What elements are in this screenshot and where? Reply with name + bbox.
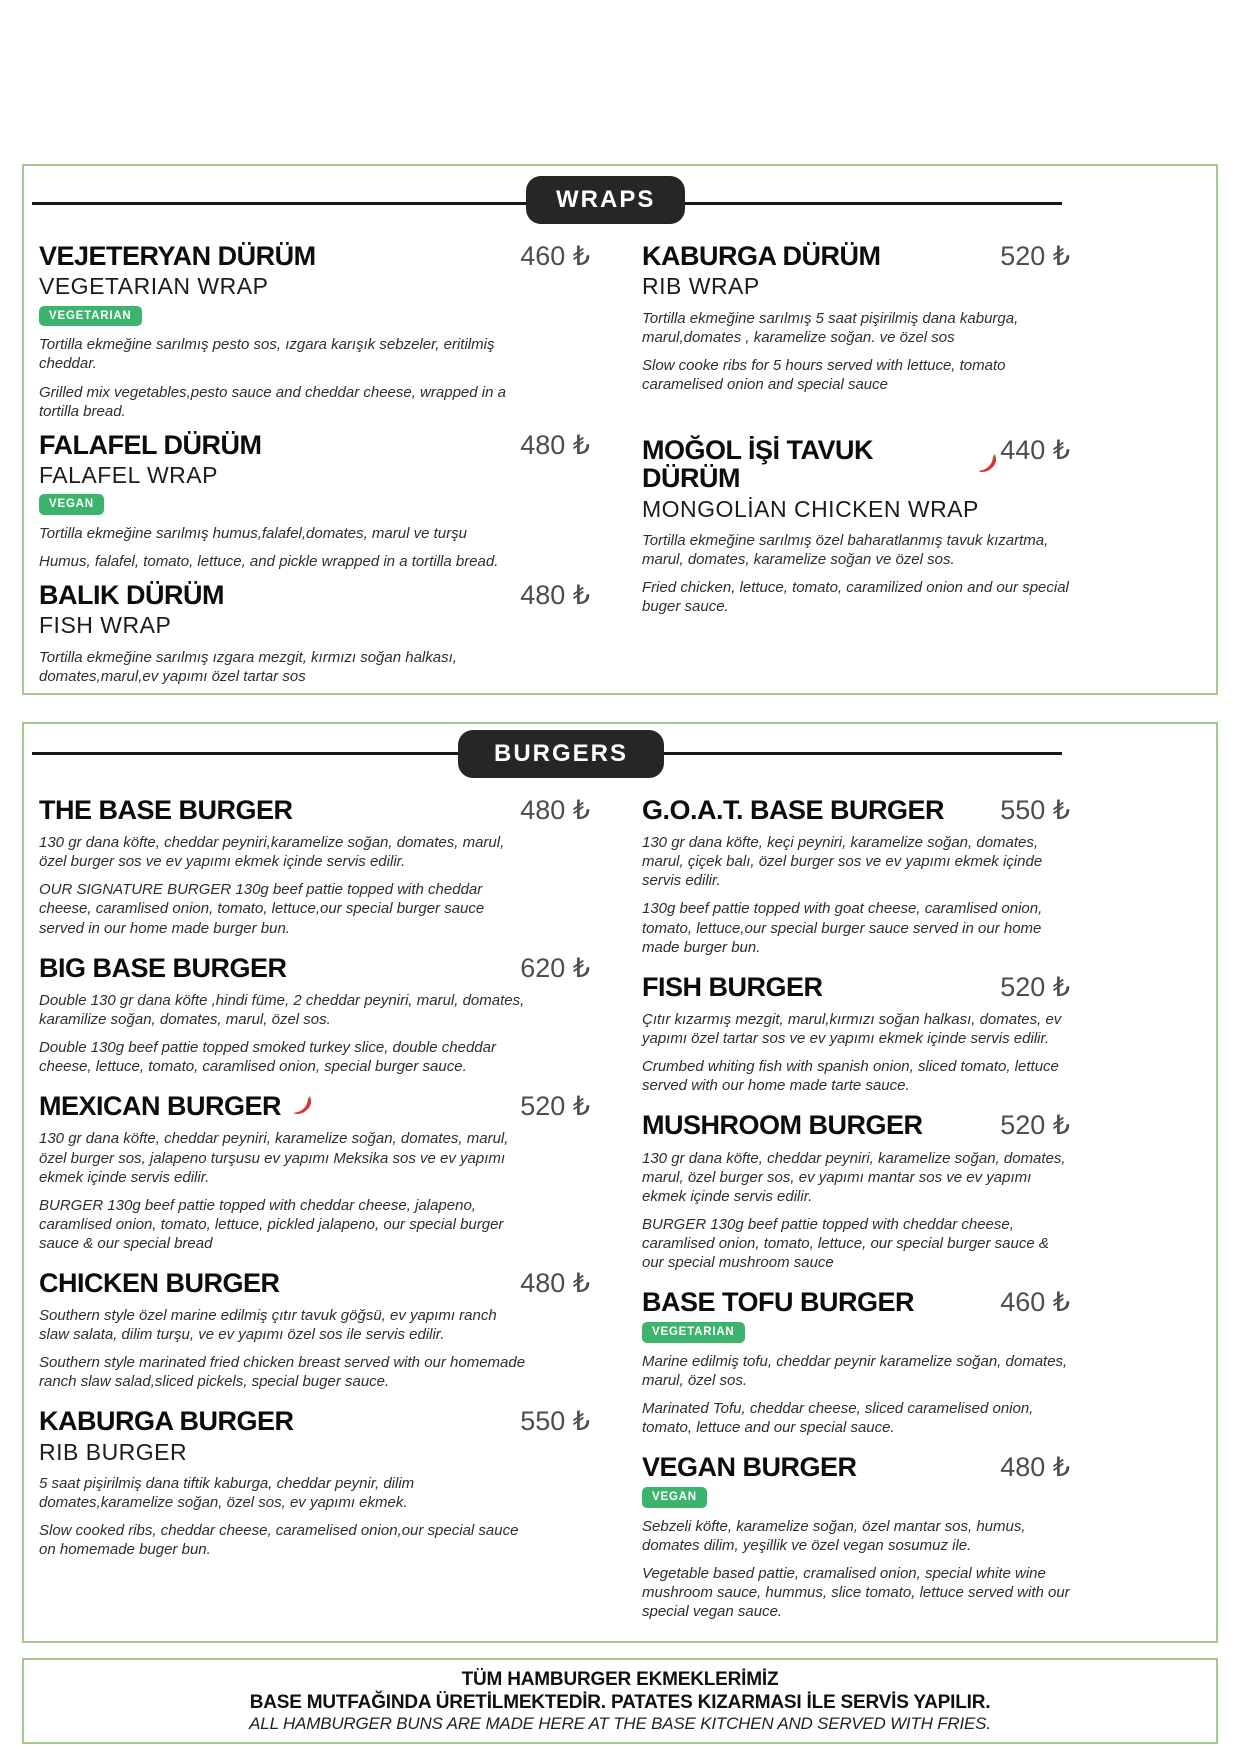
item-price: 620 ₺ — [520, 952, 590, 983]
item-desc-english: Slow cooked ribs, cheddar cheese, caramelised onion,our special sauce on homemade buger bun. — [39, 1522, 519, 1559]
item-price: 480 ₺ — [520, 795, 590, 825]
section-title: BURGERS — [494, 740, 629, 767]
section-title: WRAPS — [556, 186, 656, 213]
item-desc-turkish: Çıtır kızarmış mezgit, marul,kırmızı soğan halkası, domates, ev yapımı özel tartar sos ve ev yapımı ekmek içinde servis edilir. — [642, 1010, 1062, 1048]
wraps-columns — [24, 242, 1216, 695]
menu-item-vegan-burger — [642, 1453, 1070, 1621]
item-name: FALAFEL DÜRÜM — [39, 429, 262, 460]
menu-item-vejeteryan-durum — [39, 242, 590, 421]
item-desc-english: Southern style marinated fried chicken breast served with our homemade ranch slaw salad,sliced pickels, special buger sauce. — [39, 1354, 526, 1391]
section-pill-wraps — [526, 176, 685, 224]
item-desc-turkish: 130 gr dana köfte, cheddar peyniri,karamelize soğan, domates, marul, özel burger sos ve ev yapımı ekmek içinde servis edilir. — [39, 834, 505, 871]
item-subtitle: VEGETARIAN WRAP — [39, 273, 269, 300]
vegan-badge: VEGAN — [642, 1487, 707, 1508]
chili-pepper-icon — [976, 452, 1000, 476]
wraps-section-header — [24, 166, 1216, 242]
wraps-right-column — [642, 242, 1070, 695]
item-name: CHICKEN BURGER — [39, 1267, 280, 1298]
item-desc-turkish: 130 gr dana köfte, cheddar peyniri, karamelize soğan, domates, marul, özel burger sos, jalapeno turşusu ev yapımı Meksika sos ve ev yapımı ekmek içinde servis edilir. — [39, 1130, 509, 1186]
item-name: BASE TOFU BURGER — [642, 1286, 915, 1317]
burgers-columns — [24, 796, 1216, 1637]
section-pill-burgers — [458, 730, 664, 778]
item-desc-english: Marinated Tofu, cheddar cheese, sliced caramelised onion, tomato, lettuce and our special sauce. — [642, 1399, 1034, 1436]
item-desc-turkish: Southern style özel marine edilmiş çıtır tavuk göğsü, ev yapımı ranch slaw salata, dilim turşu, ve ev yapımı özel sos ile servis edilir. — [39, 1307, 497, 1344]
item-desc-english: Crumbed whiting fish with spanish onion, sliced tomato, lettuce served with our home made tarte sauce. — [642, 1058, 1059, 1095]
item-price: 460 ₺ — [1000, 1286, 1070, 1317]
item-desc-english: Double 130g beef pattie topped smoked turkey slice, double cheddar cheese, lettuce, tomato, caramlised onion, special burger sauce. — [39, 1039, 496, 1076]
menu-item-balik-durum — [39, 581, 590, 695]
item-price: 480 ₺ — [520, 429, 590, 460]
footer-line-3: ALL HAMBURGER BUNS ARE MADE HERE AT THE BASE KITCHEN AND SERVED WITH FRIES. — [249, 1714, 991, 1734]
item-desc-turkish: 130 gr dana köfte, keçi peyniri, karamelize soğan, domates, marul, çiçek balı, özel burger sos ve ev yapımı ekmek içinde servis edilir. — [642, 834, 1043, 890]
item-desc-turkish: Tortilla ekmeğine sarılmış pesto sos, ızgara karışık sebzeler, eritilmiş cheddar. — [39, 336, 495, 373]
burgers-section — [22, 722, 1218, 1643]
burgers-left-column — [39, 796, 590, 1637]
menu-item-base-tofu-burger — [642, 1288, 1070, 1437]
item-name: BIG BASE BURGER — [39, 952, 287, 983]
menu-item-big-base-burger — [39, 954, 590, 1077]
item-name: BALIK DÜRÜM — [39, 580, 224, 611]
item-price: 550 ₺ — [520, 1406, 590, 1437]
wraps-section — [22, 164, 1218, 695]
item-price: 550 ₺ — [1000, 795, 1070, 825]
vegetarian-badge: VEGETARIAN — [39, 306, 142, 327]
item-price: 520 ₺ — [1000, 1110, 1070, 1141]
item-name: MOĞOL İŞİ TAVUK DÜRÜM — [642, 434, 874, 494]
item-desc-english: Grilled mix vegetables,pesto sauce and cheddar cheese, wrapped in a tortilla bread. — [39, 383, 506, 420]
menu-item-mushroom-burger — [642, 1111, 1070, 1272]
item-price: 520 ₺ — [520, 1091, 590, 1122]
wraps-left-column — [39, 242, 590, 695]
item-subtitle: RIB BURGER — [39, 1438, 188, 1465]
item-price: 520 ₺ — [1000, 971, 1070, 1002]
burgers-right-column — [642, 796, 1070, 1637]
menu-item-mexican-burger — [39, 1092, 590, 1253]
menu-item-chicken-burger — [39, 1269, 590, 1392]
item-subtitle: MONGOLİAN CHICKEN WRAP — [642, 495, 979, 522]
item-price: 460 ₺ — [520, 241, 590, 271]
item-desc-english: Slow cooke ribs for 5 hours served with lettuce, tomato caramelised onion and special sauce — [642, 356, 1006, 393]
item-desc-turkish: Sebzeli köfte, karamelize soğan, özel mantar sos, humus, domates dilim, yeşillik ve özel vegan sosumuz ile. — [642, 1517, 1026, 1554]
item-name: KABURGA DÜRÜM — [642, 241, 881, 271]
item-name: THE BASE BURGER — [39, 795, 293, 825]
vegetarian-badge: VEGETARIAN — [642, 1322, 745, 1343]
item-price: 440 ₺ — [1000, 434, 1070, 465]
item-name: MEXICAN BURGER — [39, 1091, 282, 1122]
burgers-section-header — [24, 724, 1216, 796]
item-name: KABURGA BURGER — [39, 1406, 294, 1437]
menu-item-goat-base-burger — [642, 796, 1070, 957]
item-price: 480 ₺ — [1000, 1451, 1070, 1482]
item-desc-english: OUR SIGNATURE BURGER 130g beef pattie topped with cheddar cheese, caramlised onion, tomato, lettuce,our special burger sauce served in our home made burger bun. — [39, 881, 485, 937]
menu-item-the-base-burger — [39, 796, 590, 938]
item-desc-turkish: Tortilla ekmeğine sarılmış humus,falafel,domates, marul ve turşu — [39, 525, 467, 543]
item-subtitle: FISH WRAP — [39, 612, 172, 639]
footer-note — [22, 1658, 1218, 1744]
item-name: VEJETERYAN DÜRÜM — [39, 241, 316, 271]
item-price: 480 ₺ — [520, 580, 590, 611]
item-desc-english: BURGER 130g beef pattie topped with cheddar cheese, caramlised onion, tomato, lettuce, our special burger sauce & our special mushroom sauce — [642, 1215, 1049, 1271]
footer-line-1: TÜM HAMBURGER EKMEKLERİMİZ — [461, 1669, 779, 1690]
item-name: VEGAN BURGER — [642, 1451, 857, 1482]
item-desc-turkish: Tortilla ekmeğine sarılmış 5 saat pişirilmiş dana kaburga, marul,domates , karamelize soğan. ve özel sos — [642, 309, 1019, 346]
vegan-badge: VEGAN — [39, 494, 104, 515]
item-desc-english: Humus, falafel, tomato, lettuce, and pickle wrapped in a tortilla bread. — [39, 553, 499, 571]
item-desc-english: Fried chicken, lettuce, tomato, caramilized onion and our special buger sauce. — [642, 579, 1069, 616]
item-desc-english: BURGER 130g beef pattie topped with cheddar cheese, jalapeno, caramlised onion, tomato, lettuce, pickled jalapeno, our special burger sauce & our special bread — [39, 1196, 504, 1252]
item-price: 520 ₺ — [1000, 241, 1070, 271]
menu-item-falafel-durum — [39, 431, 590, 572]
menu-item-kaburga-durum — [642, 242, 1070, 394]
item-desc-turkish: Tortilla ekmeğine sarılmış özel baharatlanmış tavuk kızartma, marul, domates, karamelize soğan ve özel sos. — [642, 532, 1049, 569]
item-desc-turkish: Tortilla ekmeğine sarılmış ızgara mezgit, kırmızı soğan halkası, domates,marul,ev yapımı özel tartar sos — [39, 648, 457, 685]
chili-pepper-icon — [291, 1094, 315, 1118]
menu-item-kaburga-burger — [39, 1407, 590, 1559]
item-name: MUSHROOM BURGER — [642, 1110, 923, 1141]
item-desc-turkish: Marine edilmiş tofu, cheddar peynir karamelize soğan, domates, marul, özel sos. — [642, 1352, 1068, 1389]
menu-item-fish-burger — [642, 973, 1070, 1096]
footer-line-2: BASE MUTFAĞINDA ÜRETİLMEKTEDİR. PATATES KIZARMASI İLE SERVİS YAPILIR. — [249, 1692, 991, 1714]
item-price: 480 ₺ — [520, 1267, 590, 1298]
item-desc-english: Vegetable based pattie, cramalised onion, special white wine mushroom sauce, hummus, slice tomato, lettuce served with our special vegan sauce. — [642, 1565, 1070, 1621]
item-desc-english: 130g beef pattie topped with goat cheese, caramlised onion, tomato, lettuce,our special burger sauce served in our home made burger bun. — [642, 900, 1043, 956]
item-name: G.O.A.T. BASE BURGER — [642, 795, 945, 825]
item-subtitle: FALAFEL WRAP — [39, 461, 218, 488]
menu-item-mogol-isi-tavuk-durum — [642, 436, 1070, 616]
item-desc-turkish: Double 130 gr dana köfte ,hindi füme, 2 cheddar peyniri, marul, domates, karamilize soğan, domates, marul, özel sos. — [39, 991, 525, 1028]
item-name: FISH BURGER — [642, 971, 823, 1002]
item-subtitle: RIB WRAP — [642, 273, 760, 300]
item-desc-turkish: 5 saat pişirilmiş dana tiftik kaburga, cheddar peynir, dilim domates,karamelize soğan, özel sos, ev yapımı ekmek. — [39, 1475, 415, 1512]
item-desc-turkish: 130 gr dana köfte, cheddar peyniri, karamelize soğan, domates, marul, özel burger sos, ev yapımı mantar sos ve ev yapımı ekmek içinde servis edilir. — [642, 1149, 1066, 1205]
